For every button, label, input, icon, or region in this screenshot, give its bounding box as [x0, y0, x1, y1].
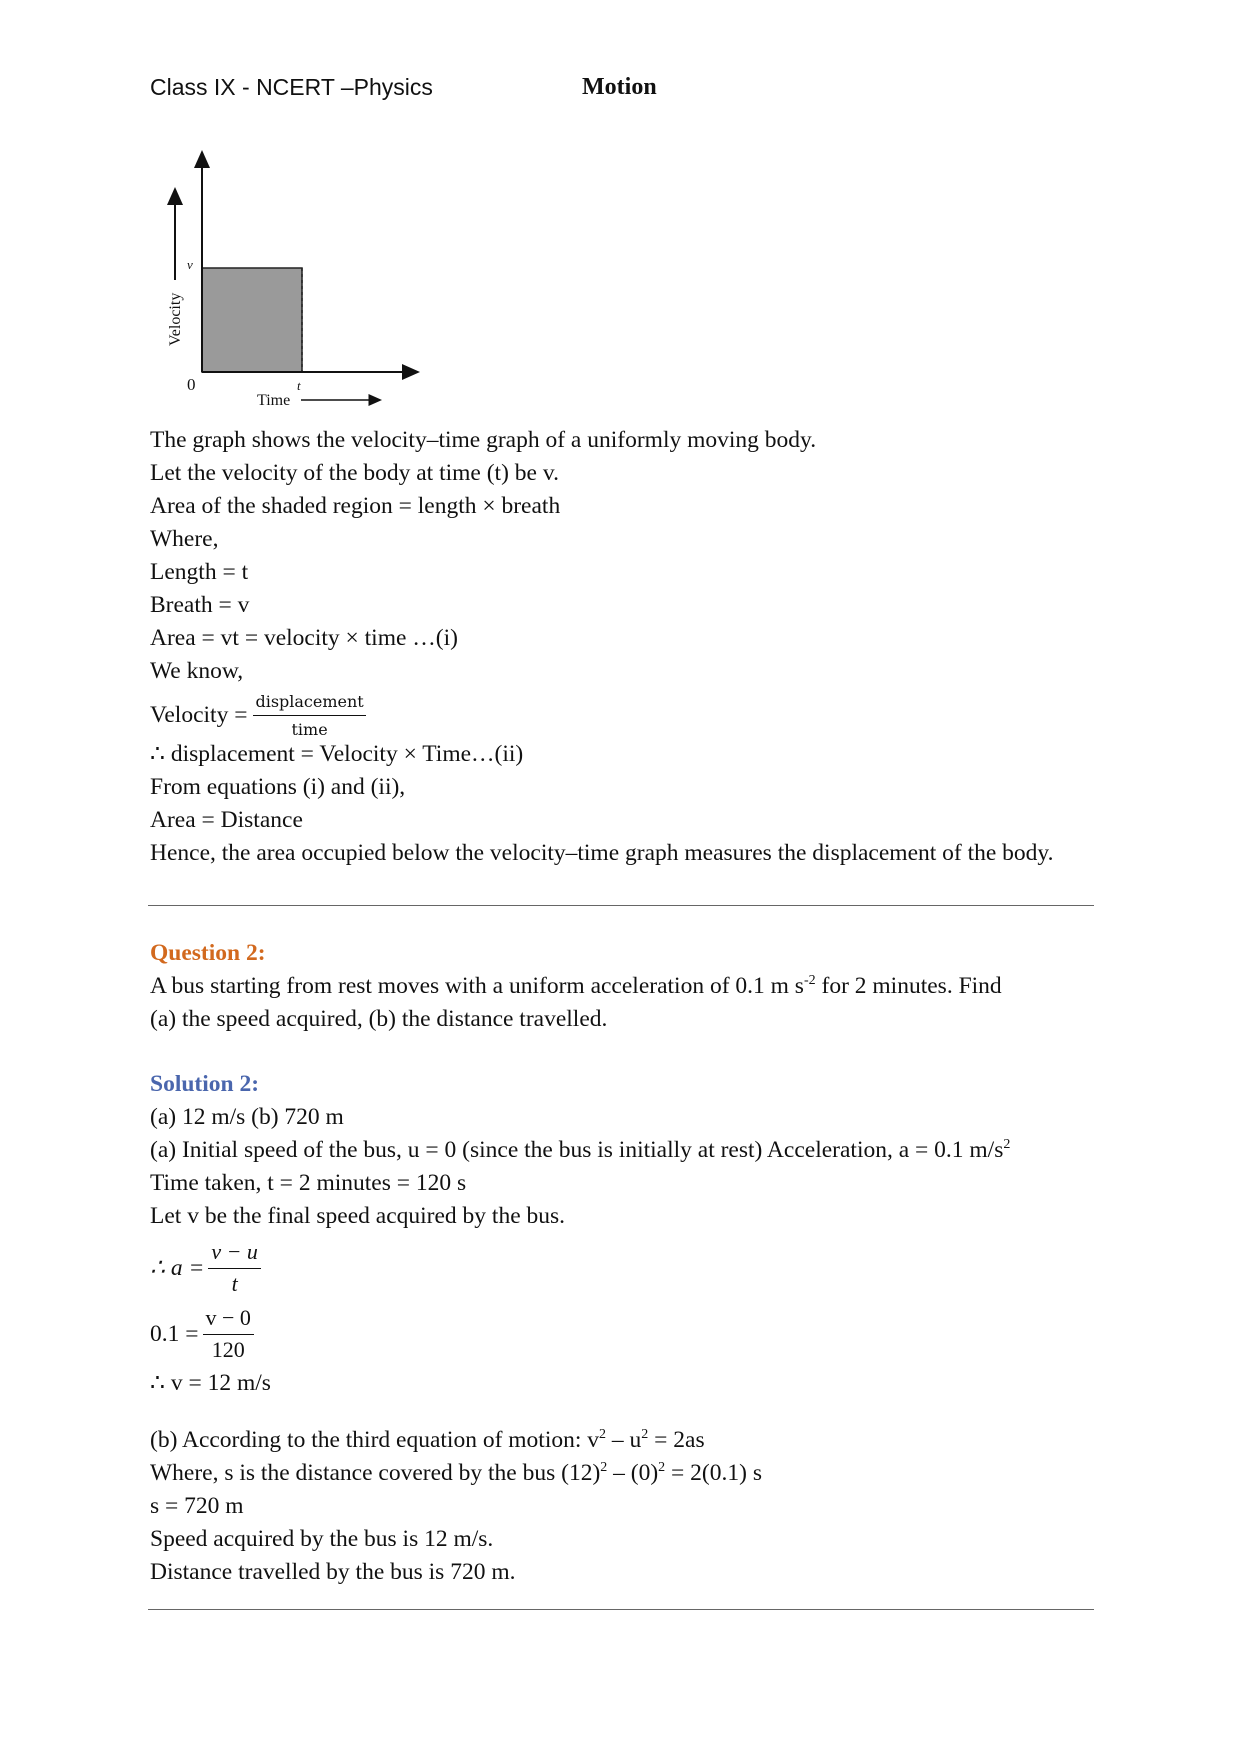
solution-title: Solution 2: [150, 1071, 260, 1097]
superscript: 2 [658, 1460, 666, 1475]
time-axis-label: Time [257, 392, 291, 409]
spacer [150, 1400, 1100, 1424]
superscript: 2 [641, 1427, 649, 1442]
superscript: 2 [600, 1460, 608, 1475]
text-line [150, 1424, 1100, 1457]
solution-answer: (a) 12 m/s (b) 720 m [150, 1104, 344, 1130]
question-text: (a) the speed acquired, (b) the distance travelled. [150, 1006, 608, 1032]
fraction-numerator: v − 0 [203, 1303, 254, 1335]
text-line: From equations (i) and (ii), [150, 774, 406, 800]
text-line: Let the velocity of the body at time (t) be v. [150, 460, 559, 486]
text-line: Speed acquired by the bus is 12 m/s. [150, 1526, 494, 1552]
fraction-denominator: t [231, 1271, 238, 1296]
question-text-part: A bus starting from rest moves with a uniform acceleration of 0.1 m s [150, 973, 804, 999]
solution-block [150, 1068, 1100, 1589]
text-part: = 2as [648, 1427, 705, 1453]
equation-fraction [203, 1303, 254, 1365]
text-line: ∴ v = 12 m/s [150, 1370, 271, 1396]
text-line: Let v be the final speed acquired by the bus. [150, 1203, 566, 1229]
v-label: v [187, 257, 193, 272]
question-text-part: for 2 minutes. Find [815, 973, 1002, 999]
velocity-fraction [253, 691, 365, 740]
equation-substitution [150, 1301, 1100, 1367]
text-line: Time taken, t = 2 minutes = 120 s [150, 1170, 467, 1196]
text-line [150, 1134, 1100, 1167]
section-divider [148, 905, 1094, 906]
question-block [150, 937, 1100, 1036]
text-line: Length = t [150, 559, 249, 585]
superscript: 2 [599, 1427, 607, 1442]
velocity-equation [150, 692, 1100, 738]
text-part: – (0) [607, 1460, 659, 1486]
text-part: – u [606, 1427, 642, 1453]
shaded-area [202, 268, 302, 372]
text-part: (b) According to the third equation of motion: v [150, 1427, 600, 1453]
superscript: -2 [803, 973, 816, 988]
text-line: s = 720 m [150, 1493, 244, 1519]
velocity-lhs: Velocity = [150, 701, 248, 728]
section-divider [148, 1609, 1094, 1610]
fraction-denominator: 120 [211, 1337, 245, 1362]
text-part: Where, s is the distance covered by the bus (12) [150, 1460, 601, 1486]
velocity-axis-label: Velocity [167, 292, 184, 346]
text-line: The graph shows the velocity–time graph of a uniformly moving body. [150, 427, 817, 453]
text-line: ∴ displacement = Velocity × Time…(ii) [150, 741, 524, 767]
text-part: (a) Initial speed of the bus, u = 0 (since the bus is initially at rest) Acceleration, a = 0.1 m/s [150, 1137, 1004, 1163]
document-body [150, 424, 1100, 870]
velocity-time-graph [150, 150, 440, 415]
text-line: Area = vt = velocity × time …(i) [150, 625, 458, 651]
equation-lhs: 0.1 = [150, 1320, 199, 1347]
equation-fraction [208, 1237, 261, 1299]
text-line: We know, [150, 658, 244, 684]
text-line: Breath = v [150, 592, 250, 618]
text-line: Distance travelled by the bus is 720 m. [150, 1559, 516, 1585]
fraction-numerator: v − u [208, 1237, 261, 1269]
equation-lhs: ∴ a = [150, 1254, 205, 1281]
text-part: = 2(0.1) s [665, 1460, 762, 1486]
equation-acceleration [150, 1235, 1100, 1301]
text-paragraph: Hence, the area occupied below the velocity–time graph measures the displacement of the body. [150, 840, 1054, 866]
origin-label: 0 [187, 375, 196, 394]
text-line: Where, [150, 526, 219, 552]
text-line [150, 1457, 1100, 1490]
header-course: Class IX - NCERT –Physics [150, 74, 433, 100]
superscript: 2 [1003, 1137, 1011, 1152]
fraction-numerator: displacement [253, 691, 365, 716]
text-line: Area = Distance [150, 807, 303, 833]
question-text [150, 970, 1100, 1003]
text-line: Area of the shaded region = length × breath [150, 493, 561, 519]
question-title: Question 2: [150, 940, 266, 966]
header-chapter: Motion [582, 74, 657, 100]
fraction-denominator: time [291, 719, 328, 739]
t-label: t [297, 378, 301, 393]
